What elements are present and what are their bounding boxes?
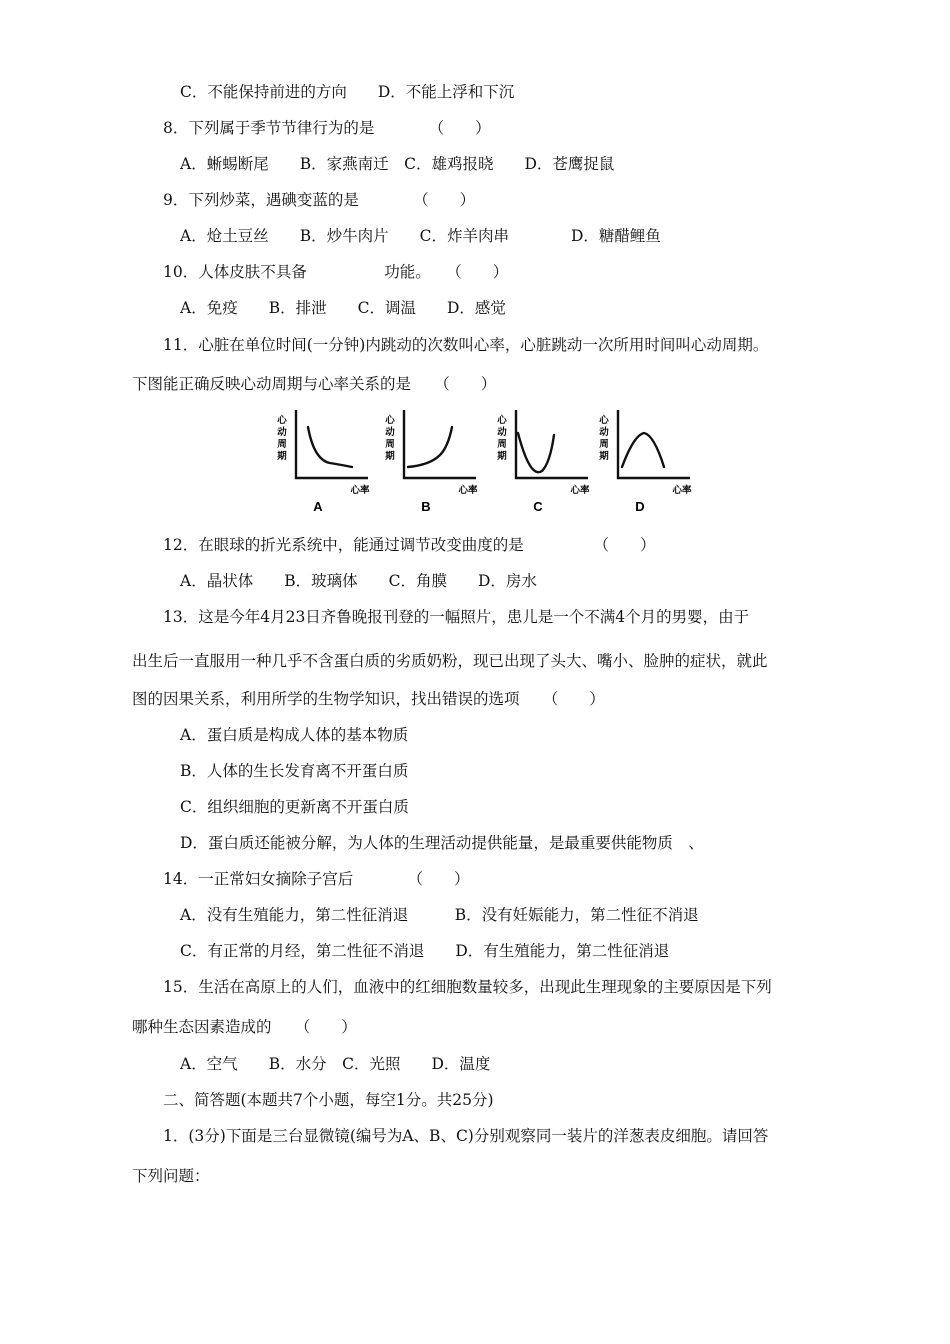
- graph-panel-c: [497, 410, 590, 514]
- text-line: A．免疫 B．排泄 C．调温 D．感觉: [180, 299, 506, 317]
- text-line: A．没有生殖能力，第二性征消退 B．没有妊娠能力，第二性征不消退: [180, 906, 699, 924]
- text-line: 15．生活在高原上的人们，血液中的红细胞数量较多，出现此生理现象的主要原因是下列: [163, 978, 772, 996]
- panel-label: B: [421, 499, 431, 514]
- text-line: 出生后一直服用一种几乎不含蛋白质的劣质奶粉，现已出现了头大、嘴小、脸肿的症状，就此: [132, 652, 768, 670]
- graph-panel-b: [385, 410, 478, 514]
- panel-label: A: [313, 499, 323, 514]
- text-line: 13．这是今年4月23日齐鲁晚报刊登的一幅照片，患儿是一个不满4个月的男婴，由于: [163, 608, 750, 626]
- curve: [622, 433, 664, 467]
- text-line: A．蜥蜴断尾 B．家燕南迁 C．雄鸡报晓 D．苍鹰捉鼠: [180, 155, 615, 173]
- text-line: A．空气 B．水分 C．光照 D．温度: [180, 1055, 491, 1073]
- y-axis-label: 动: [277, 427, 287, 438]
- text-line: B．人体的生长发育离不开蛋白质: [180, 762, 409, 780]
- curve: [308, 427, 352, 467]
- y-axis-label: 动: [497, 427, 507, 438]
- y-axis-label: 周: [497, 439, 507, 450]
- text-line: 下列问题：: [132, 1167, 210, 1185]
- y-axis-label: 周: [599, 439, 609, 450]
- section-heading: 二、简答题(本题共7个小题，每空1分。共25分): [163, 1091, 494, 1109]
- text-line: C．有正常的月经，第二性征不消退 D．有生殖能力，第二性征消退: [180, 942, 670, 960]
- text-line: 14．一正常妇女摘除子宫后 （ ）: [163, 870, 470, 888]
- curve: [408, 427, 452, 467]
- text-line: 11．心脏在单位时间(一分钟)内跳动的次数叫心率，心脏跳动一次所用时间叫心动周期。: [163, 336, 769, 354]
- y-axis-label: 心: [497, 415, 507, 426]
- y-axis-label: 心: [385, 415, 395, 426]
- y-axis-label: 期: [277, 451, 287, 462]
- text-line: A．炝土豆丝 B．炒牛肉片 C．炸羊肉串 D．糖醋鲤鱼: [180, 227, 661, 245]
- y-axis-label: 期: [599, 451, 609, 462]
- y-axis-label: 心: [277, 415, 287, 426]
- text-line: 下图能正确反映心动周期与心率关系的是 （ ）: [132, 375, 497, 393]
- panel-label: D: [635, 499, 645, 514]
- panel-label: C: [533, 499, 543, 514]
- y-axis-label: 期: [385, 451, 395, 462]
- text-line: 哪种生态因素造成的 （ ）: [132, 1018, 357, 1036]
- axes: [296, 410, 368, 478]
- text-line: A．晶状体 B．玻璃体 C．角膜 D．房水: [180, 572, 537, 590]
- graph-panel-d: [599, 410, 692, 514]
- x-axis-label: 心率: [350, 485, 370, 496]
- x-axis-label: 心率: [570, 485, 590, 496]
- text-line: 1．(3分)下面是三台显微镜(编号为A、B、C)分别观察同一装片的洋葱表皮细胞。请回答: [163, 1127, 769, 1145]
- text-line: C．不能保持前进的方向 D．不能上浮和下沉: [180, 83, 515, 101]
- text-line: 12．在眼球的折光系统中，能通过调节改变曲度的是 （ ）: [163, 536, 656, 554]
- text-line: D．蛋白质还能被分解，为人体的生理活动提供能量，是最重要供能物质 、: [180, 834, 704, 852]
- y-axis-label: 期: [497, 451, 507, 462]
- text-line: 9．下列炒菜，遇碘变蓝的是 （ ）: [163, 191, 476, 209]
- text-line: A．蛋白质是构成人体的基本物质: [180, 726, 409, 744]
- axes: [404, 410, 476, 478]
- y-axis-label: 动: [599, 427, 609, 438]
- y-axis-label: 周: [385, 439, 395, 450]
- y-axis-label: 周: [277, 439, 287, 450]
- text-line: 8．下列属于季节节律行为的是 （ ）: [163, 119, 491, 137]
- text-line: C．组织细胞的更新离不开蛋白质: [180, 798, 409, 816]
- graph-panel-a: [277, 410, 370, 514]
- y-axis-label: 心: [599, 415, 609, 426]
- x-axis-label: 心率: [458, 485, 478, 496]
- text-line: 10．人体皮肤不具备 功能。 （ ）: [163, 263, 509, 281]
- y-axis-label: 动: [385, 427, 395, 438]
- text-line: 图的因果关系，利用所学的生物学知识，找出错误的选项 （ ）: [132, 690, 605, 708]
- heart-cycle-figure: [270, 405, 700, 520]
- curve: [518, 433, 554, 472]
- x-axis-label: 心率: [672, 485, 692, 496]
